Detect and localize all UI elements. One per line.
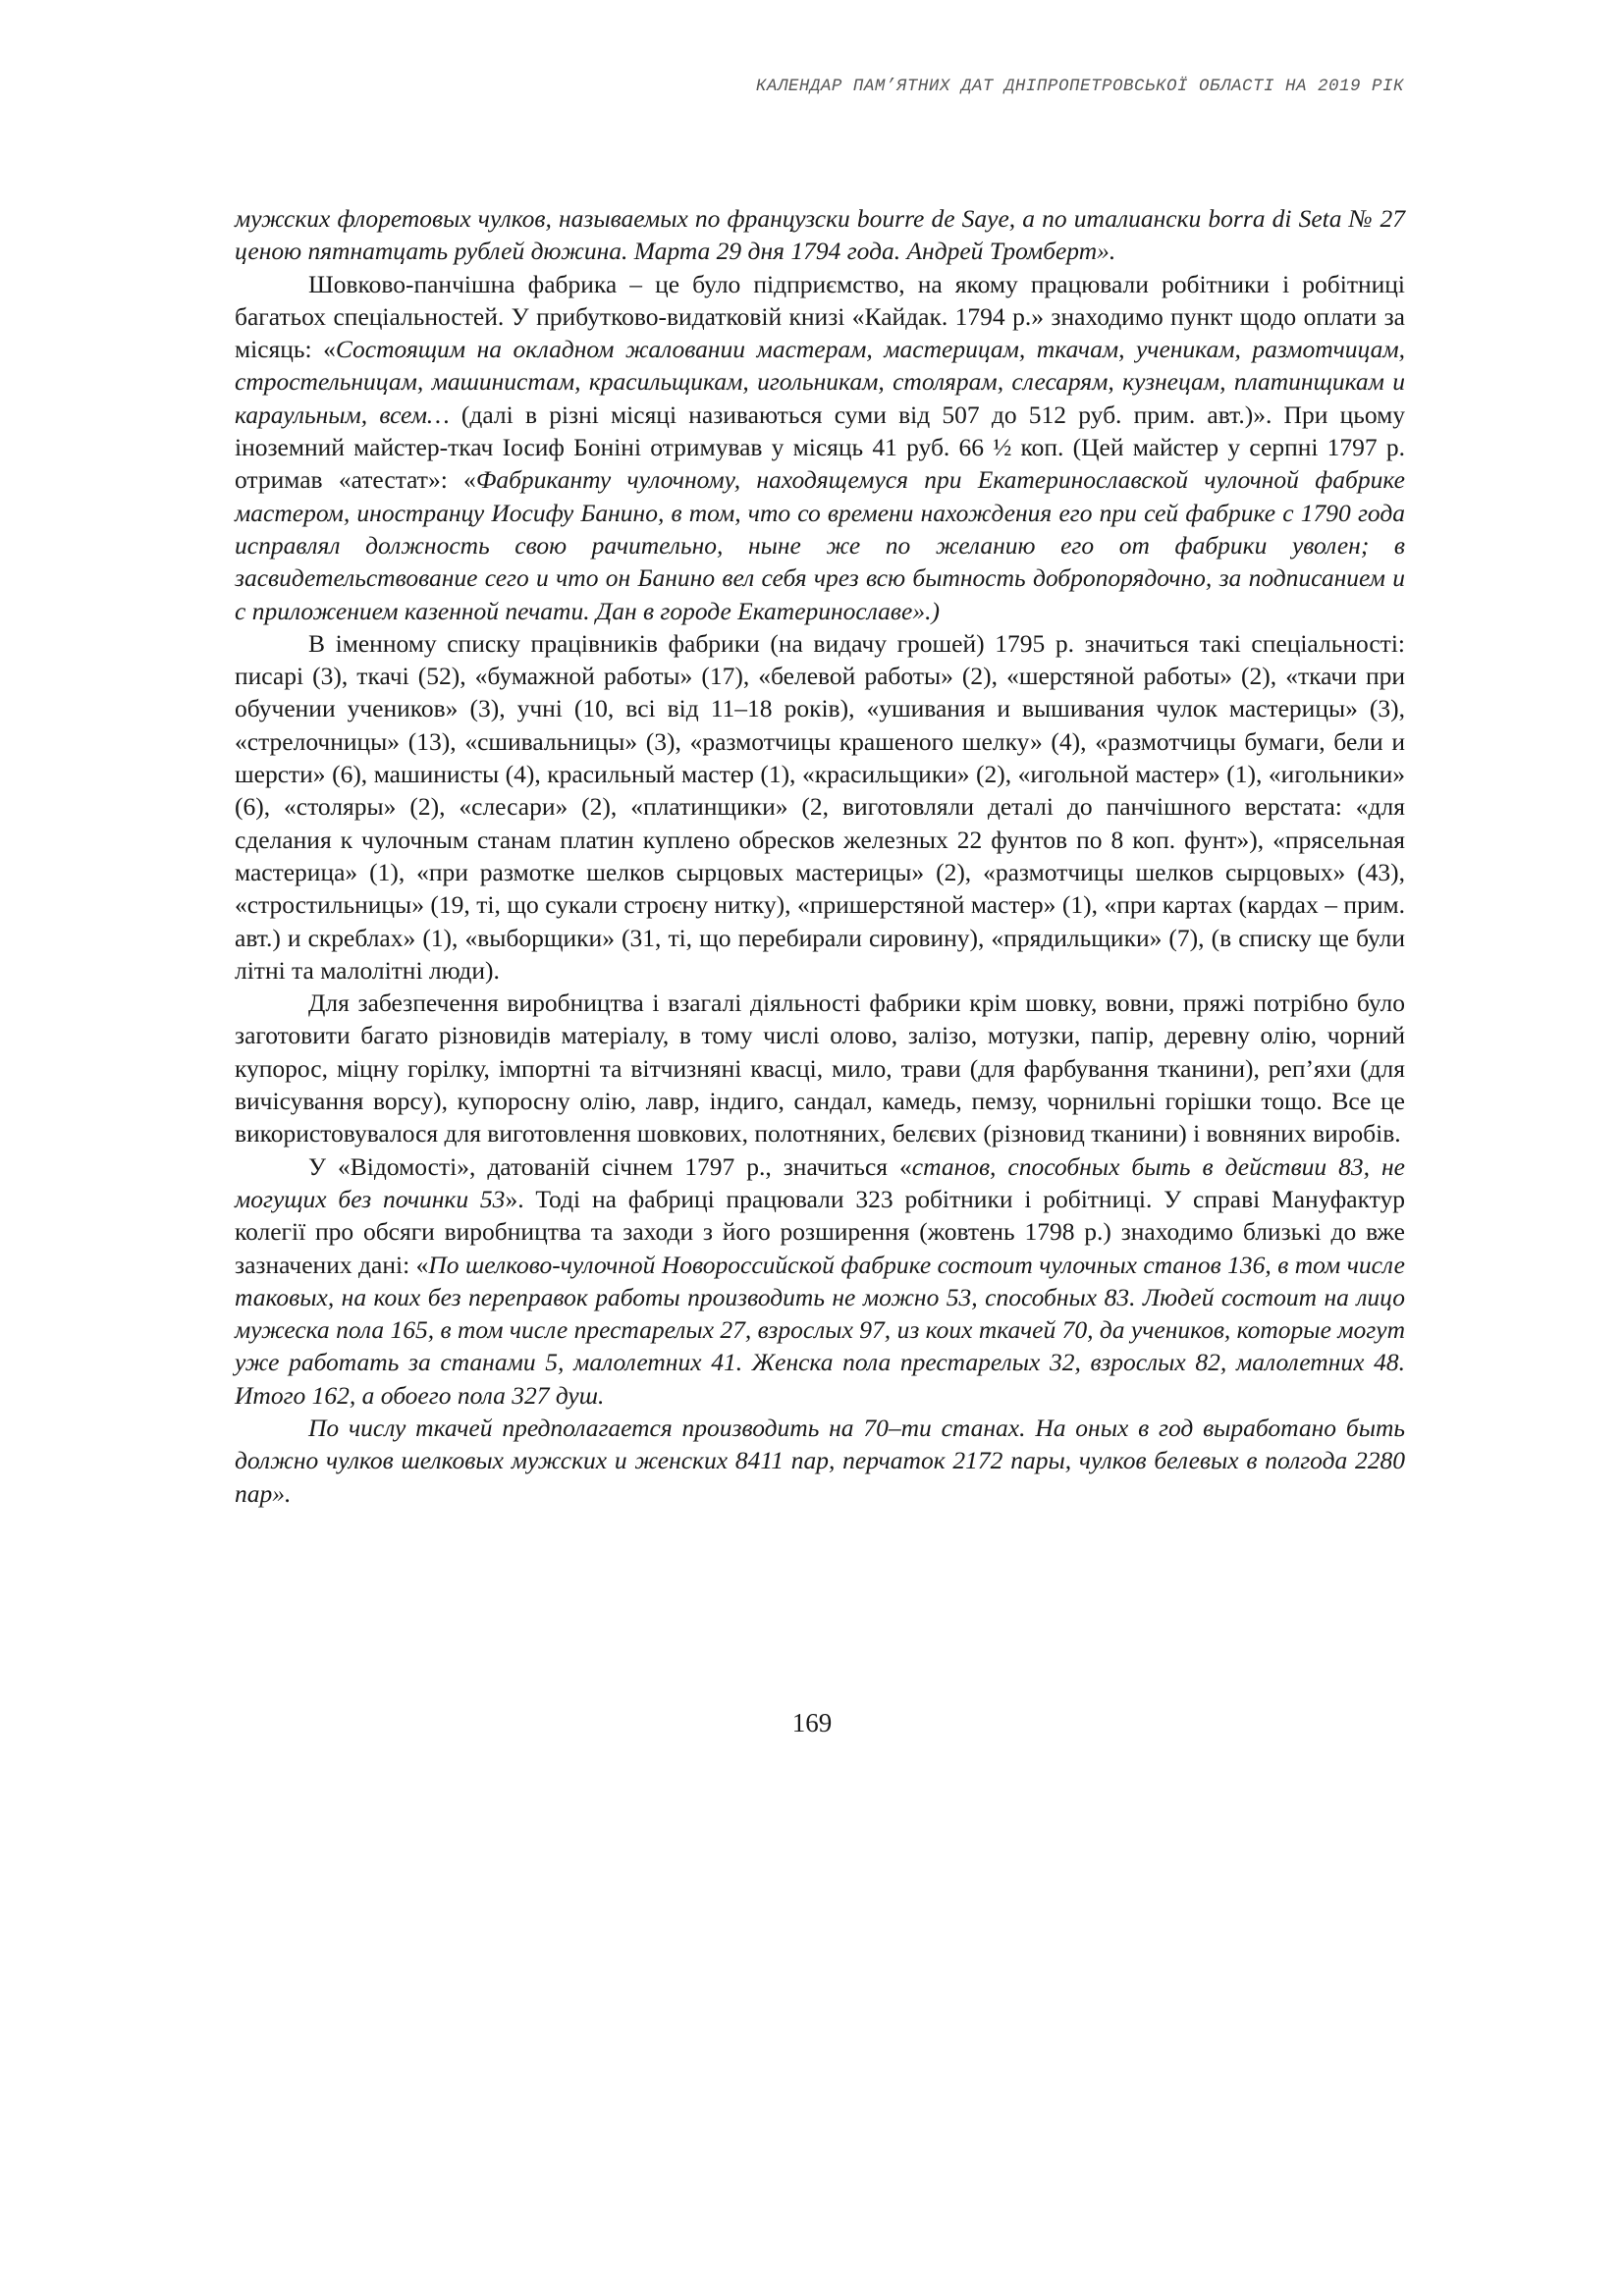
running-header: КАЛЕНДАР ПАМ’ЯТНИХ ДАТ ДНІПРОПЕТРОВСЬКОЇ ОБЛАСТІ НА 2019 РІК	[755, 77, 1404, 96]
quote-text: мужских флоретовых чулков, называемых по французски bourre de Saye, а по италиански borra di Seta № 27 ценою пятнатцать рублей дюжина. Марта 29 дня 1794 года. Андрей Тромберт».	[235, 204, 1405, 266]
page-number: 169	[791, 1708, 833, 1737]
body-text	[235, 202, 1405, 1510]
quote-text: Состоящим на окладном жаловании мастерам, мастерицам, ткачам, ученикам, размотчицам, стростельницам, машинистам, красильщикам, игольникам, столярам, слесарям, кузнецам, платинщикам и караульным, всем…	[235, 335, 1405, 429]
paragraph-quote-continuation	[235, 202, 1405, 268]
quote-text: По числу ткачей предполагается производить на 70–ти станах. На оных в год выработано быть должно чулков шелковых мужских и женских 8411 пар, перчаток 2172 пары, чулков белевых в полгода 2280 пар».	[235, 1413, 1405, 1508]
paragraph-text: Шовково-панчішна фабрика – це було підприємство, на якому працювали робітники і робітниці багатьох спеціальностей. У прибутково-видатковій книзі «Кайдак. 1794 р.» знаходимо пункт щодо оплати за місяць: «	[235, 269, 1405, 364]
paragraph-production-plan	[235, 1412, 1405, 1510]
paragraph-text: ». Тоді на фабриці працювали 323 робітники і робітниці. У справі Мануфактур колегії про обсяги виробництва та заходи з його розширення (жовтень 1798 р.) знаходимо близькі до вже зазначених дані: «	[235, 1184, 1405, 1279]
paragraph-materials	[235, 987, 1405, 1149]
paragraph-factory-workers	[235, 268, 1405, 627]
paragraph-text: (далі в різні місяці називаються суми від 507 до 512 руб. прим. авт.)». При цьому іноземний майстер-ткач Іосиф Боніні отримував у місяць 41 руб. 66 ½ коп. (Цей майстер у серпні 1797 р. отримав «атестат»: «	[235, 400, 1406, 495]
quote-text: станов, способных быть в действии 83, не могущих без починки 53	[235, 1151, 1405, 1213]
paragraph-specialties-list	[235, 627, 1405, 987]
paragraph-text: В іменному списку працівників фабрики (на видачу грошей) 1795 р. значиться такі спеціальності: писарі (3), ткачі (52), «бумажной работы» (17), «белевой работы» (2), «шерстяной работы» (2), «ткачи при обучении учеников» (3), учні (10, всі від 11–18 років), «ушивания и вышивания чулок мастерицы» (3), «стрелочницы» (13), «сшивальницы» (3), «размотчицы крашеного шелку» (4), «размотчицы бумаги, бели и шерсти» (6), машинисты (4), красильный мастер (1), «красильщики» (2), «игольной мастер» (1), «игольники» (6), «столяры» (2), «слесари» (2), «платинщики» (2, виготовляли деталі до панчішного верстата: «для сделания к чулочным станам платин куплено обресков железных 22 фунтов по 8 коп. фунт»), «прясельная мастерица» (1), «при размотке шелков сырцовых мастерицы» (2), «размотчицы шелков сырцовых» (43), «стростильницы» (19, ті, що сукали строєну нитку), «пришерстяной мастер» (1), «при картах (кардах – прим. авт.) и скреблах» (1), «выборщики» (31, ті, що перебирали сировину), «прядильщики» (7), (в списку ще були літні та малолітні люди).	[235, 628, 1405, 985]
paragraph-text: У «Відомості», датованій січнем 1797 р., значиться «	[308, 1151, 912, 1181]
quote-text: По шелково-чулочной Новороссийской фабрике состоит чулочных станов 136, в том числе таковых, на коих без переправок работы производить не можно 53, способных 83. Людей состоит на лицо мужеска пола 165, в том числе престарелых 27, взрослых 97, из коих ткачей 70, да учеников, которые могут уже работать за станами 5, малолетних 41. Женска пола престарелых 32, взрослых 82, малолетних 48. Итого 162, а обоего пола 327 душ.	[235, 1250, 1405, 1410]
quote-text: Фабриканту чулочному, находящемуся при Екатеринославской чулочной фабрике мастером, иностранцу Иосифу Банино, в том, что со времени нахождения его при сей фабрике с 1790 года исправлял должность свою рачительно, ныне же по желанию его от фабрики уволен; в засвидетельствование сего и что он Банино вел себя чрез всю бытность добропорядочно, за подписанием и с приложением казенной печати. Дан в городе Екатеринославе».)	[235, 465, 1405, 625]
paragraph-text: Для забезпечення виробництва і взагалі діяльності фабрики крім шовку, вовни, пряжі потрібно було заготовити багато різновидів матеріалу, в тому числі олово, залізо, мотузки, папір, деревну олію, чорний купорос, міцну горілку, імпортні та вітчизняні квасці, мило, трави (для фарбування тканини), реп’яхи (для вичісування ворсу), купоросну олію, лавр, індиго, сандал, камедь, пемзу, чорнильні горішки тощо. Все це використовувалося для виготовлення шовкових, полотняних, белєвих (різновид тканини) і вовняних виробів.	[235, 988, 1405, 1148]
paragraph-statement-1797	[235, 1150, 1405, 1412]
